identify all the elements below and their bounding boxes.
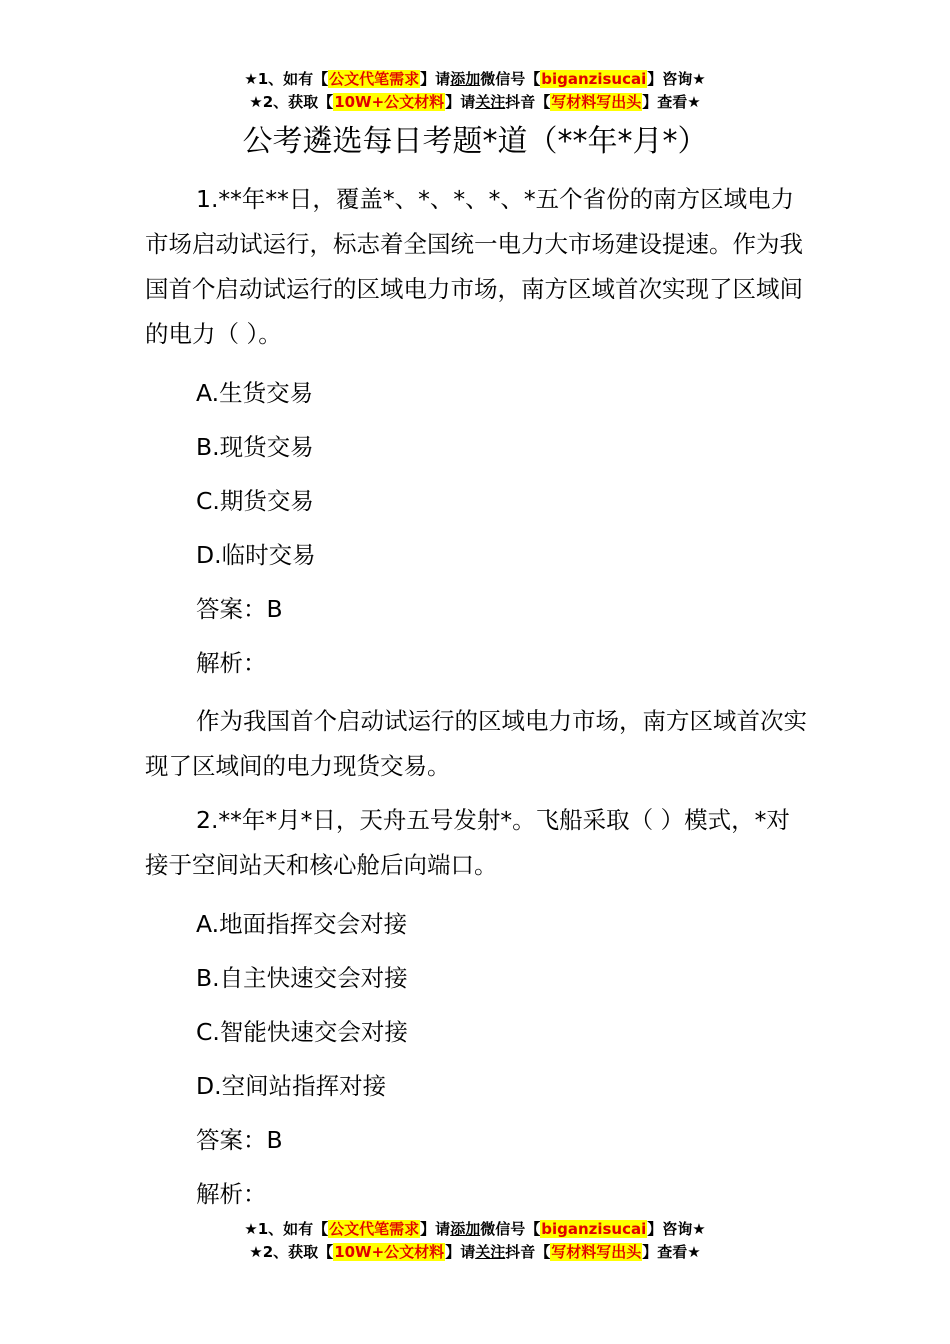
banner-text: 】请: [420, 70, 451, 88]
banner-text: ★2、获取【: [249, 1243, 334, 1261]
banner-text: ★1、如有【: [244, 1220, 329, 1238]
document-body: [145, 177, 807, 1221]
highlight-materials: 10W+公文材料: [334, 1243, 445, 1261]
banner-text: 】请: [445, 93, 476, 111]
question-2-answer: 答案：B: [196, 1126, 283, 1154]
banner-text: 微信号【: [480, 1220, 541, 1238]
highlight-wechat-id: biganzisucai: [541, 1220, 647, 1238]
question-1-option-a: A.生货交易: [196, 379, 314, 407]
question-1-analysis-label: 解析：: [196, 649, 267, 677]
highlight-wechat-id: biganzisucai: [541, 70, 647, 88]
question-2-stem: 2.**年*月*日，天舟五号发射*。飞船采取（ ）模式，*对接于空间站天和核心舱后向端口。: [145, 806, 790, 879]
banner-text: 抖音【: [505, 1243, 551, 1261]
banner-text: 抖音【: [505, 93, 551, 111]
page-title: 公考遴选每日考题*道（**年*月*）: [242, 124, 708, 159]
banner-text: ★2、获取【: [249, 93, 334, 111]
banner-text: 】查看★: [642, 1243, 701, 1261]
header-banner: [0, 68, 950, 114]
banner-text: ★1、如有【: [244, 70, 329, 88]
question-1-stem: 1.**年**日，覆盖*、*、*、*、*五个省份的南方区域电力市场启动试运行，标志着全国统一电力大市场建设提速。作为我国首个启动试运行的区域电力市场，南方区域首次实现了区域间的电力（ ）。: [145, 185, 803, 348]
banner-underlined-text: 关注: [475, 93, 506, 111]
question-1-answer: 答案：B: [196, 595, 283, 623]
footer-banner: [0, 1218, 950, 1264]
banner-text: 】咨询★: [647, 1220, 706, 1238]
header-line-1: [0, 68, 950, 91]
banner-underlined-text: 关注: [475, 1243, 506, 1261]
question-2-option-b: B.自主快速交会对接: [196, 964, 408, 992]
question-1-option-b: B.现货交易: [196, 433, 314, 461]
highlight-writing-service: 公文代笔需求: [329, 70, 420, 88]
highlight-materials: 10W+公文材料: [334, 93, 445, 111]
banner-text: 】请: [420, 1220, 451, 1238]
footer-line-2: [0, 1241, 950, 1264]
question-1-analysis: 作为我国首个启动试运行的区域电力市场，南方区域首次实现了区域间的电力现货交易。: [145, 707, 807, 780]
banner-text: 】咨询★: [647, 70, 706, 88]
highlight-writing-service: 公文代笔需求: [329, 1220, 420, 1238]
highlight-douyin-account: 写材料写出头: [551, 1243, 642, 1261]
banner-text: 】查看★: [642, 93, 701, 111]
question-1-option-d: D.临时交易: [196, 541, 316, 569]
banner-underlined-text: 添加: [450, 70, 481, 88]
banner-underlined-text: 添加: [450, 1220, 481, 1238]
question-2-analysis-label: 解析：: [196, 1180, 267, 1208]
footer-line-1: [0, 1218, 950, 1241]
banner-text: 】请: [445, 1243, 476, 1261]
banner-text: 微信号【: [480, 70, 541, 88]
question-2-option-d: D.空间站指挥对接: [196, 1072, 387, 1100]
highlight-douyin-account: 写材料写出头: [551, 93, 642, 111]
question-2-option-a: A.地面指挥交会对接: [196, 910, 408, 938]
header-line-2: [0, 91, 950, 114]
question-1-option-c: C.期货交易: [196, 487, 314, 515]
question-2-option-c: C.智能快速交会对接: [196, 1018, 408, 1046]
